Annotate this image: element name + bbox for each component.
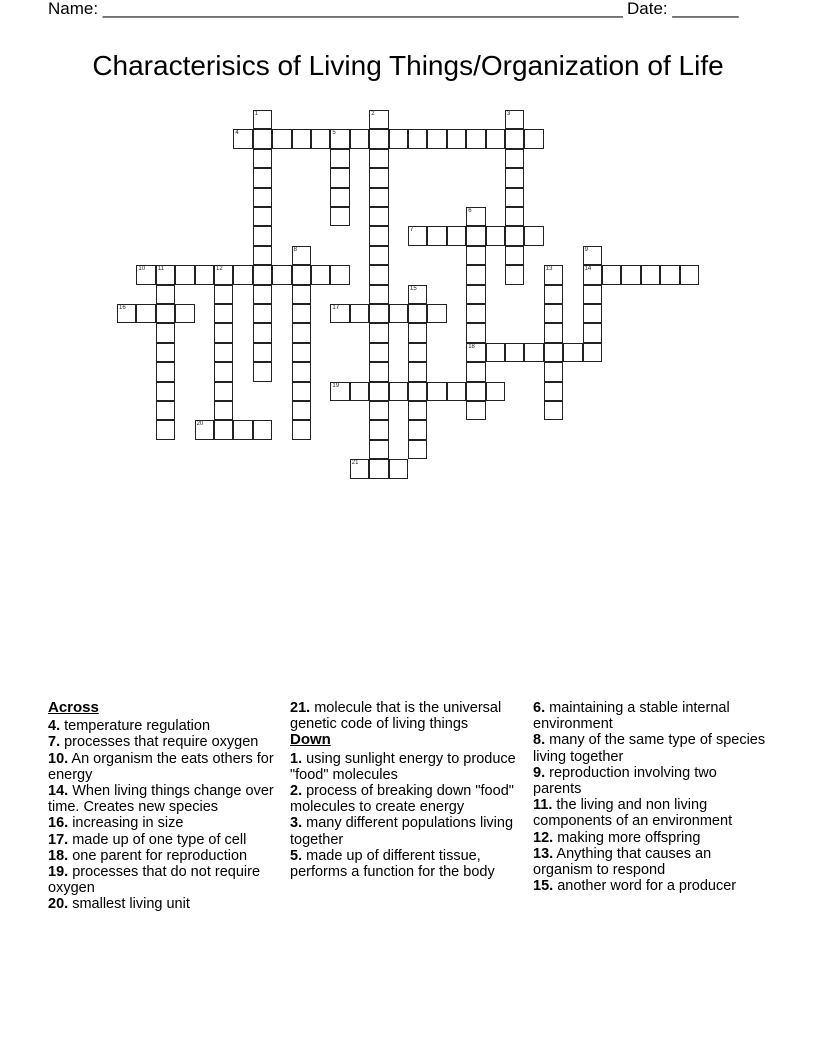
- grid-cell[interactable]: [524, 226, 543, 245]
- grid-cell[interactable]: [369, 420, 388, 439]
- grid-cell[interactable]: [389, 382, 408, 401]
- grid-cell[interactable]: [330, 129, 349, 148]
- clue-down-15: 15. another word for a producer: [533, 878, 737, 895]
- grid-cell[interactable]: [175, 265, 194, 284]
- grid-cell[interactable]: [253, 323, 272, 342]
- grid-cell[interactable]: [253, 110, 272, 129]
- grid-cell[interactable]: [369, 304, 388, 323]
- grid-cell[interactable]: [505, 246, 524, 265]
- grid-cell[interactable]: [505, 110, 524, 129]
- grid-cell[interactable]: [583, 304, 602, 323]
- grid-cell[interactable]: [660, 265, 679, 284]
- grid-cell[interactable]: [233, 129, 252, 148]
- grid-cell[interactable]: [214, 382, 233, 401]
- grid-cell[interactable]: [408, 285, 427, 304]
- grid-cell[interactable]: [272, 265, 291, 284]
- grid-cell[interactable]: [350, 382, 369, 401]
- grid-cell[interactable]: [447, 226, 466, 245]
- grid-cell[interactable]: [466, 323, 485, 342]
- grid-cell[interactable]: [156, 382, 175, 401]
- grid-cell[interactable]: [486, 382, 505, 401]
- grid-cell[interactable]: [253, 420, 272, 439]
- grid-cell[interactable]: [369, 401, 388, 420]
- grid-cell[interactable]: [369, 362, 388, 381]
- grid-cell[interactable]: [408, 440, 427, 459]
- grid-cell[interactable]: [427, 382, 446, 401]
- grid-cell[interactable]: [544, 382, 563, 401]
- grid-cell[interactable]: [156, 420, 175, 439]
- date-field[interactable]: Date: _______: [627, 0, 739, 18]
- grid-cell[interactable]: [427, 129, 446, 148]
- down-heading: Down: [290, 731, 331, 749]
- grid-cell[interactable]: [369, 285, 388, 304]
- grid-cell[interactable]: [583, 265, 602, 284]
- grid-cell[interactable]: [544, 285, 563, 304]
- grid-cell[interactable]: [214, 401, 233, 420]
- grid-cell[interactable]: [369, 343, 388, 362]
- grid-cell[interactable]: [214, 265, 233, 284]
- grid-cell[interactable]: [156, 401, 175, 420]
- clue-number: 1: [254, 111, 259, 117]
- grid-cell[interactable]: [408, 401, 427, 420]
- clue-across-21: 21. molecule that is the universal genetic code of living things: [290, 700, 502, 733]
- page-title: Characterisics of Living Things/Organization of Life: [92, 50, 724, 81]
- grid-cell[interactable]: [641, 265, 660, 284]
- grid-cell[interactable]: [292, 285, 311, 304]
- grid-cell[interactable]: [602, 265, 621, 284]
- grid-cell[interactable]: [447, 382, 466, 401]
- clue-number: 7: [410, 227, 414, 234]
- grid-cell[interactable]: [408, 362, 427, 381]
- grid-cell[interactable]: [524, 129, 543, 148]
- grid-cell[interactable]: [544, 304, 563, 323]
- grid-cell[interactable]: [292, 304, 311, 323]
- grid-cell[interactable]: [369, 188, 388, 207]
- grid-cell[interactable]: [311, 129, 330, 148]
- grid-cell[interactable]: [330, 207, 349, 226]
- grid-cell[interactable]: [175, 304, 194, 323]
- grid-cell[interactable]: [408, 323, 427, 342]
- grid-cell[interactable]: [253, 343, 272, 362]
- grid-cell[interactable]: [369, 110, 388, 129]
- clue-number: 16: [119, 305, 126, 311]
- grid-cell[interactable]: [253, 188, 272, 207]
- clue-number: 21: [351, 460, 359, 467]
- clue-number: 13: [545, 266, 553, 273]
- grid-cell[interactable]: [466, 382, 485, 401]
- grid-cell[interactable]: [427, 226, 446, 245]
- grid-cell[interactable]: [466, 207, 485, 226]
- grid-cell[interactable]: [369, 246, 388, 265]
- grid-cell[interactable]: [369, 207, 388, 226]
- clue-number: 14: [584, 266, 592, 273]
- grid-cell[interactable]: [621, 265, 640, 284]
- grid-cell[interactable]: [369, 168, 388, 187]
- clues-column-1: [48, 700, 283, 913]
- grid-cell[interactable]: [544, 343, 563, 362]
- crossword-grid: [117, 110, 717, 490]
- grid-cell[interactable]: [466, 343, 485, 362]
- clue-across-17: 17. made up of one type of cell: [48, 831, 247, 848]
- grid-cell[interactable]: [330, 265, 349, 284]
- grid-cell[interactable]: [369, 323, 388, 342]
- clue-number: 17: [332, 305, 340, 311]
- grid-cell[interactable]: [505, 129, 524, 148]
- clue-across-20: 20. smallest living unit: [48, 896, 190, 913]
- clue-down-9: 9. reproduction involving two parents: [533, 764, 717, 798]
- grid-cell[interactable]: [253, 304, 272, 323]
- clue-number: 6: [468, 208, 472, 214]
- grid-cell[interactable]: [156, 323, 175, 342]
- grid-cell[interactable]: [292, 129, 311, 148]
- grid-cell[interactable]: [466, 265, 485, 284]
- grid-cell[interactable]: [408, 304, 427, 323]
- clues-column-3: [533, 700, 768, 894]
- clue-number: 9: [584, 246, 588, 253]
- grid-cell[interactable]: [214, 420, 233, 439]
- grid-cell[interactable]: [253, 226, 272, 245]
- grid-cell[interactable]: [214, 323, 233, 342]
- grid-cell[interactable]: [156, 362, 175, 381]
- grid-cell[interactable]: [292, 246, 311, 265]
- grid-cell[interactable]: [253, 362, 272, 381]
- grid-cell[interactable]: [466, 129, 485, 148]
- grid-cell[interactable]: [330, 382, 349, 401]
- grid-cell[interactable]: [486, 226, 505, 245]
- grid-cell[interactable]: [486, 343, 505, 362]
- grid-cell[interactable]: [389, 304, 408, 323]
- grid-cell[interactable]: [233, 265, 252, 284]
- clue-number: 20: [196, 421, 204, 428]
- grid-cell[interactable]: [253, 129, 272, 148]
- grid-cell[interactable]: [583, 285, 602, 304]
- clue-across-19: 19. processes that do not require oxygen: [48, 864, 261, 897]
- clue-number: 3: [507, 111, 511, 117]
- clue-number: 5: [332, 130, 336, 137]
- clue-across-10: 10. An organism the eats others for energy: [48, 750, 274, 783]
- grid-cell[interactable]: [233, 420, 252, 439]
- clue-number: 8: [293, 246, 297, 253]
- grid-cell[interactable]: [292, 265, 311, 284]
- grid-cell[interactable]: [505, 188, 524, 207]
- grid-cell[interactable]: [505, 343, 524, 362]
- grid-cell[interactable]: [544, 401, 563, 420]
- grid-cell[interactable]: [544, 362, 563, 381]
- grid-cell[interactable]: [330, 188, 349, 207]
- grid-cell[interactable]: [292, 323, 311, 342]
- clue-across-7: 7. processes that require oxygen: [48, 734, 259, 751]
- grid-cell[interactable]: [253, 207, 272, 226]
- grid-cell[interactable]: [544, 323, 563, 342]
- grid-cell[interactable]: [253, 168, 272, 187]
- clue-down-2: 2. process of breaking down "food" molecules to create energy: [290, 783, 514, 816]
- grid-cell[interactable]: [214, 285, 233, 304]
- clue-down-1: 1. using sunlight energy to produce "food" molecules: [290, 750, 516, 783]
- grid-cell[interactable]: [214, 304, 233, 323]
- grid-cell[interactable]: [408, 420, 427, 439]
- grid-cell[interactable]: [486, 129, 505, 148]
- grid-cell[interactable]: [369, 459, 388, 478]
- clue-down-5: 5. made up of different tissue, performs a function for the body: [290, 847, 495, 881]
- grid-cell[interactable]: [408, 129, 427, 148]
- grid-cell[interactable]: [389, 129, 408, 148]
- grid-cell[interactable]: [369, 149, 388, 168]
- grid-cell[interactable]: [505, 265, 524, 284]
- clue-down-8: 8. many of the same type of species living together: [533, 732, 766, 765]
- grid-cell[interactable]: [136, 304, 155, 323]
- grid-cell[interactable]: [330, 149, 349, 168]
- grid-cell[interactable]: [369, 129, 388, 148]
- grid-cell[interactable]: [680, 265, 699, 284]
- clue-down-3: 3. many different populations living together: [290, 815, 514, 848]
- grid-cell[interactable]: [350, 304, 369, 323]
- grid-cell[interactable]: [408, 343, 427, 362]
- grid-cell[interactable]: [466, 226, 485, 245]
- clue-across-4: 4. temperature regulation: [48, 718, 211, 735]
- across-heading: Across: [48, 699, 99, 716]
- grid-cell[interactable]: [466, 401, 485, 420]
- grid-cell[interactable]: [544, 265, 563, 284]
- grid-cell[interactable]: [408, 226, 427, 245]
- clue-number: 4: [235, 130, 239, 137]
- grid-cell[interactable]: [292, 343, 311, 362]
- grid-cell[interactable]: [505, 226, 524, 245]
- clue-across-16: 16. increasing in size: [48, 815, 184, 832]
- grid-cell[interactable]: [330, 168, 349, 187]
- grid-cell[interactable]: [369, 382, 388, 401]
- grid-cell[interactable]: [156, 285, 175, 304]
- grid-cell[interactable]: [466, 285, 485, 304]
- grid-cell[interactable]: [117, 304, 136, 323]
- grid-cell[interactable]: [195, 265, 214, 284]
- clue-down-12: 12. making more offspring: [533, 829, 701, 846]
- grid-cell[interactable]: [136, 265, 155, 284]
- clue-number: 19: [332, 382, 340, 389]
- grid-cell[interactable]: [272, 129, 291, 148]
- grid-cell[interactable]: [583, 343, 602, 362]
- grid-cell[interactable]: [505, 168, 524, 187]
- grid-cell[interactable]: [408, 382, 427, 401]
- clue-number: 12: [216, 266, 223, 273]
- clue-down-6: 6. maintaining a stable internal environment: [533, 700, 730, 733]
- grid-cell[interactable]: [466, 246, 485, 265]
- grid-cell[interactable]: [292, 401, 311, 420]
- grid-cell[interactable]: [505, 207, 524, 226]
- name-field[interactable]: Name: _______________________________________________________: [48, 0, 623, 18]
- grid-cell[interactable]: [524, 343, 543, 362]
- grid-cell[interactable]: [369, 265, 388, 284]
- grid-cell[interactable]: [253, 285, 272, 304]
- grid-cell[interactable]: [447, 129, 466, 148]
- grid-cell[interactable]: [156, 343, 175, 362]
- clue-number: 2: [371, 111, 375, 117]
- clue-across-18: 18. one parent for reproduction: [48, 847, 248, 864]
- clue-down-11: 11. the living and non living components of an environment: [533, 797, 733, 830]
- grid-cell[interactable]: [466, 362, 485, 381]
- grid-cell[interactable]: [195, 420, 214, 439]
- grid-cell[interactable]: [156, 304, 175, 323]
- clue-number: 11: [157, 266, 165, 273]
- grid-cell[interactable]: [156, 265, 175, 284]
- grid-cell[interactable]: [214, 343, 233, 362]
- clue-across-14: 14. When living things change over time. Creates new species: [48, 783, 274, 816]
- clue-number: 18: [468, 343, 475, 350]
- grid-cell[interactable]: [583, 246, 602, 265]
- grid-cell[interactable]: [253, 149, 272, 168]
- grid-cell[interactable]: [292, 420, 311, 439]
- clue-number: 15: [410, 285, 417, 292]
- grid-cell[interactable]: [389, 459, 408, 478]
- clue-number: 10: [138, 266, 146, 273]
- grid-cell[interactable]: [350, 459, 369, 478]
- grid-cell[interactable]: [330, 304, 349, 323]
- grid-cell[interactable]: [311, 265, 330, 284]
- clues-column-2: [290, 700, 525, 880]
- grid-cell[interactable]: [253, 265, 272, 284]
- grid-cell[interactable]: [427, 304, 446, 323]
- grid-cell[interactable]: [563, 343, 582, 362]
- grid-cell[interactable]: [369, 226, 388, 245]
- grid-cell[interactable]: [292, 362, 311, 381]
- grid-cell[interactable]: [214, 362, 233, 381]
- grid-cell[interactable]: [292, 382, 311, 401]
- grid-cell[interactable]: [583, 323, 602, 342]
- grid-cell[interactable]: [505, 149, 524, 168]
- grid-cell[interactable]: [369, 440, 388, 459]
- grid-cell[interactable]: [253, 246, 272, 265]
- grid-cell[interactable]: [466, 304, 485, 323]
- grid-cell[interactable]: [350, 129, 369, 148]
- clue-down-13: 13. Anything that causes an organism to respond: [533, 845, 712, 879]
